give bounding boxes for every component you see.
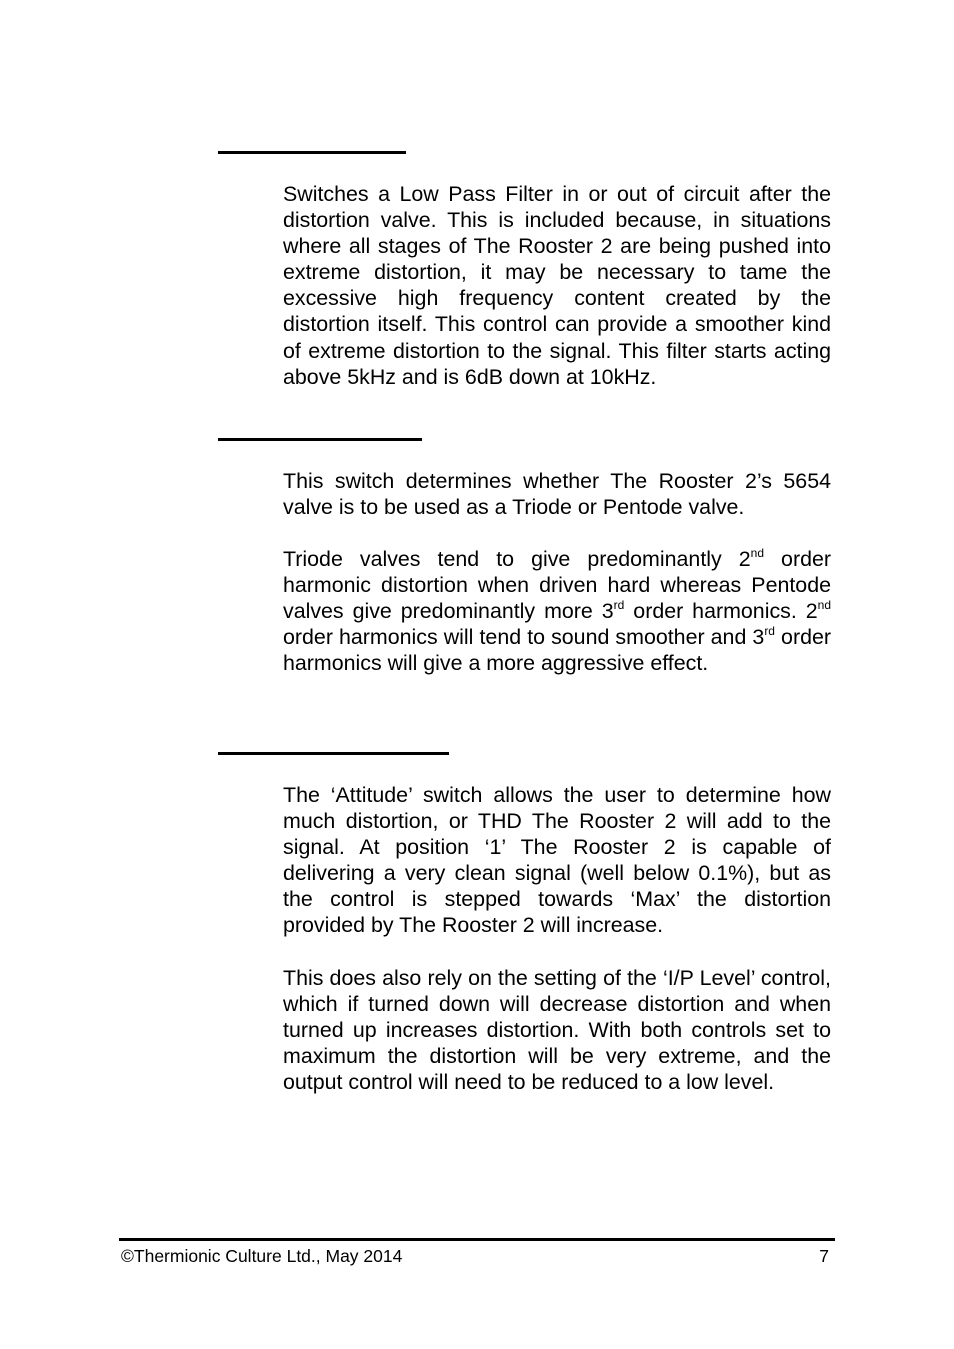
ip-level-description: This does also rely on the setting of the ‘I/P Level’ control, which if turned down will decrease distortion and when turned up increases distortion. With both controls set to maximum the distortion will be very extreme, and the output control will need to be reduced to a low level. [283,966,831,1095]
page-number: 7 [819,1246,829,1266]
attitude-description: The ‘Attitude’ switch allows the user to determine how much distortion, or THD The Rooster 2 will add to the signal. At position ‘1’ The Rooster 2 is capable of delivering a very clean signal (well below 0.1%), but as the control is stepped towards ‘Max’ the distortion provided by The Rooster 2 will increase. [283,783,831,938]
harmonics-description: Triode valves tend to give predominantly 2nd order harmonic distortion when driven hard whereas Pentode valves give predominantly more 3rd order harmonics. 2nd order harmonics will tend to sound smoother and 3rd order harmonics will give a more aggressive effect. [283,545,831,676]
lpf-description: Switches a Low Pass Filter in or out of circuit after the distortion valve. This is included because, in situations where all stages of The Rooster 2 are being pushed into extreme distortion, it may be necessary to tame the excessive high frequency content created by the distortion itself. This control can provide a smoother kind of extreme distortion to the signal. This filter starts acting above 5kHz and is 6dB down at 10kHz. [283,182,831,389]
heading-underline-1 [218,151,406,154]
heading-underline-2 [218,438,422,441]
heading-underline-3 [218,752,449,755]
footer-copyright: ©Thermionic Culture Ltd., May 2014 [121,1246,403,1266]
valve-mode-description: This switch determines whether The Rooster 2’s 5654 valve is to be used as a Triode or Pentode valve. [283,469,831,520]
footer-rule [119,1238,835,1241]
